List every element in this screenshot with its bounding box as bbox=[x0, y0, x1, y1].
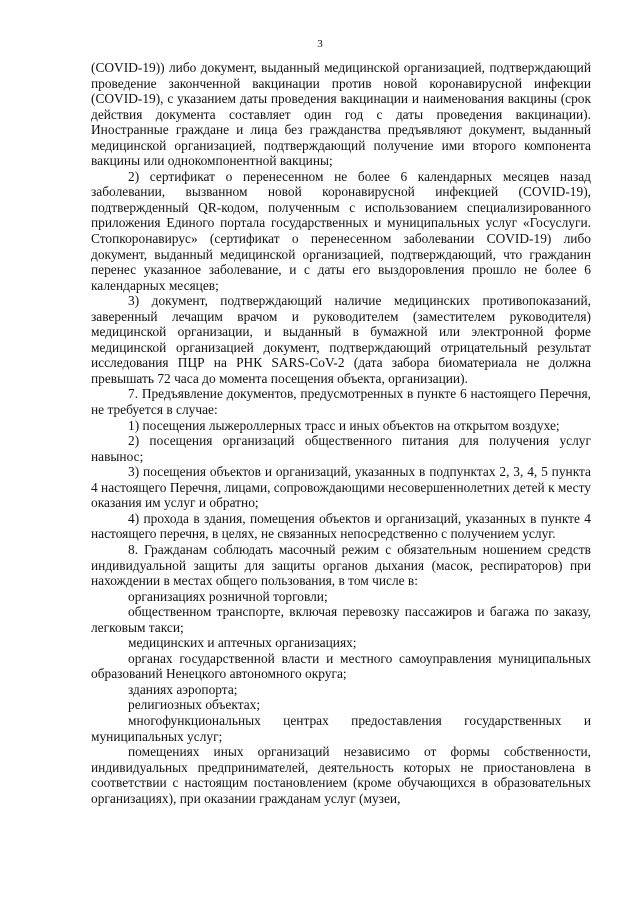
paragraph: организациях розничной торговли; bbox=[128, 588, 328, 604]
paragraph: 2) сертификат о перенесенном не более 6 календарных месяцев назад заболевании, вызванном новой коронавирусной инфекцией (COVID-19), подтвержденный QR-кодом, полученным с использованием специализированного приложения Единого портала государственных и муниципальных услуг «Госуслуги. Стопкоронавирус» (сертификат о перенесенном заболевании COVID-19) либо документ, выданный медицинской организацией, подтверждающий, что гражданин перенес указанное заболевание, и с даты его выздоровления прошло не более 6 календарных месяцев; bbox=[91, 168, 591, 293]
page-number: 3 bbox=[317, 38, 323, 50]
paragraph: многофункциональных центрах предоставления государственных и муниципальных услуг; bbox=[91, 712, 591, 744]
paragraph: 2) посещения организаций общественного питания для получения услуг навынос; bbox=[91, 433, 591, 464]
paragraph: помещениях иных организаций независимо от формы собственности, индивидуальных предпринимателей, деятельность которых не приостановлена в соответствии с настоящим постановлением (кроме обучающихся в образовательных организациях), при оказании гражданам услуг (музеи, bbox=[91, 744, 591, 806]
paragraph: общественном транспорте, включая перевозку пассажиров и багажа по заказу, легковым такси; bbox=[91, 604, 591, 635]
paragraph: 3) документ, подтверждающий наличие медицинских противопоказаний, заверенный лечащим врачом и руководителем (заместителем руководителя) медицинской организации, и выданный в бумажной или электронной форме медицинской организацией документ, подтверждающий отрицательный результат исследования ПЦР на РНК SARS-CoV-2 (дата забора биоматериала не должна превышать 72 часа до момента посещения объекта, организации). bbox=[91, 293, 591, 386]
document-body bbox=[91, 60, 591, 806]
paragraph: религиозных объектах; bbox=[128, 697, 261, 713]
paragraph: зданиях аэропорта; bbox=[128, 681, 238, 697]
paragraph: (COVID-19)) либо документ, выданный медицинской организацией, подтверждающий проведение законченной вакцинации против новой коронавирусной инфекции (COVID-19), с указанием даты проведения вакцинации и наименования вакцины (срок действия документа составляет один год с даты проведения вакцинации). Иностранные граждане и лица без гражданства предъявляют документ, выданный медицинской организацией, подтверждающий получение ими второго компонента вакцины или однокомпонентной вакцины; bbox=[91, 60, 591, 169]
paragraph: 4) прохода в здания, помещения объектов и организаций, указанных в пункте 4 настоящего перечня, в целях, не связанных непосредственно с получением услуг. bbox=[91, 510, 591, 542]
paragraph: 3) посещения объектов и организаций, указанных в подпунктах 2, 3, 4, 5 пункта 4 настоящего Перечня, лицами, сопровождающими несовершеннолетних детей к месту оказания им услуг и обратно; bbox=[91, 464, 591, 511]
paragraph: 8. Гражданам соблюдать масочный режим с обязательным ношением средств индивидуальной защиты для защиты органов дыхания (масок, респираторов) при нахождении в местах общего пользования, в том числе в: bbox=[91, 541, 591, 589]
paragraph: 1) посещения лыжероллерных трасс и иных объектов на открытом воздухе; bbox=[128, 417, 560, 433]
paragraph: органах государственной власти и местного самоуправления муниципальных образований Ненецкого автономного округа; bbox=[91, 650, 591, 682]
paragraph: медицинских и аптечных организациях; bbox=[128, 635, 357, 651]
paragraph: 7. Предъявление документов, предусмотренных в пункте 6 настоящего Перечня, не требуется в случае: bbox=[91, 386, 591, 418]
